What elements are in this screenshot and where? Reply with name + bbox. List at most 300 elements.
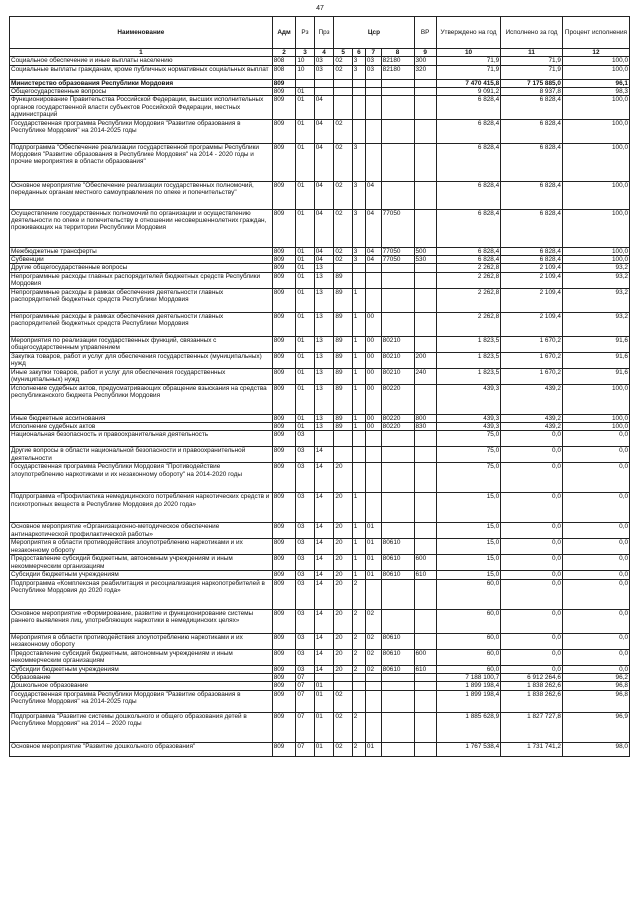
row-approved: 6 828,4	[436, 209, 500, 247]
column-number: 12	[562, 49, 629, 57]
row-csr-event: 02	[365, 665, 381, 673]
row-rz: 01	[296, 264, 314, 272]
row-rz: 10	[296, 57, 314, 65]
row-csr-subprogram: 1	[352, 555, 365, 571]
table-row	[10, 88, 630, 96]
row-csr-subprogram: 3	[352, 255, 365, 263]
row-prz: 14	[314, 579, 334, 609]
row-vr	[414, 88, 436, 96]
row-executed: 0,0	[501, 463, 563, 493]
row-csr-direction: 80610	[381, 555, 414, 571]
table-row	[10, 272, 630, 288]
row-name: Другие общегосударственные вопросы	[10, 264, 273, 272]
row-approved: 7 188 100,7	[436, 674, 500, 682]
row-adm: 809	[272, 209, 296, 247]
table-row	[10, 539, 630, 555]
row-prz: 14	[314, 555, 334, 571]
row-csr-program: 20	[334, 555, 352, 571]
row-rz: 01	[296, 352, 314, 368]
row-csr-program: 89	[334, 272, 352, 288]
row-csr-event	[365, 463, 381, 493]
row-percent: 100,0	[562, 384, 629, 414]
row-prz: 13	[314, 368, 334, 384]
row-adm: 809	[272, 742, 296, 756]
row-adm: 809	[272, 712, 296, 742]
table-row	[10, 579, 630, 609]
row-csr-subprogram: 2	[352, 712, 365, 742]
row-adm: 809	[272, 336, 296, 352]
row-csr-subprogram: 1	[352, 352, 365, 368]
row-csr-event	[365, 79, 381, 87]
row-csr-program: 20	[334, 665, 352, 673]
row-name: Государственная программа Республики Мордовия "Развитие образования в Республике Мордовия" на 2014-2025 годы	[10, 119, 273, 143]
table-row	[10, 96, 630, 119]
row-adm: 809	[272, 255, 296, 263]
row-name: Иные закупки товаров, работ и услуг для обеспечения государственных (муниципальных) нужд	[10, 368, 273, 384]
row-vr: 240	[414, 368, 436, 384]
row-executed: 71,9	[501, 65, 563, 79]
row-vr	[414, 493, 436, 523]
row-executed: 7 175 885,0	[501, 79, 563, 87]
row-csr-direction	[381, 447, 414, 463]
row-csr-event	[365, 447, 381, 463]
row-vr	[414, 272, 436, 288]
row-vr	[414, 633, 436, 649]
row-vr	[414, 674, 436, 682]
row-csr-event	[365, 143, 381, 181]
row-name: Непрограммные расходы в рамках обеспечения деятельности главных распорядителей бюджетных средств Республики Мордовия	[10, 312, 273, 336]
row-csr-direction	[381, 523, 414, 539]
row-csr-direction	[381, 493, 414, 523]
row-percent: 0,0	[562, 633, 629, 649]
row-csr-subprogram: 2	[352, 633, 365, 649]
row-executed: 6 828,4	[501, 96, 563, 119]
row-csr-program	[334, 79, 352, 87]
row-rz: 07	[296, 742, 314, 756]
row-vr	[414, 742, 436, 756]
row-rz: 03	[296, 579, 314, 609]
row-adm: 809	[272, 272, 296, 288]
row-adm: 809	[272, 571, 296, 579]
row-adm: 808	[272, 65, 296, 79]
row-csr-program: 02	[334, 742, 352, 756]
column-number: 11	[501, 49, 563, 57]
row-csr-subprogram: 3	[352, 143, 365, 181]
row-executed: 6 828,4	[501, 255, 563, 263]
row-vr: 300	[414, 57, 436, 65]
row-percent: 0,0	[562, 665, 629, 673]
row-approved: 6 828,4	[436, 255, 500, 263]
row-rz: 03	[296, 523, 314, 539]
table-row	[10, 463, 630, 493]
row-executed: 0,0	[501, 571, 563, 579]
row-percent: 91,6	[562, 368, 629, 384]
table-row	[10, 555, 630, 571]
row-name: Национальная безопасность и правоохранительная деятельность	[10, 431, 273, 447]
row-executed: 2 109,4	[501, 312, 563, 336]
row-csr-subprogram: 1	[352, 422, 365, 430]
row-vr	[414, 143, 436, 181]
row-csr-event: 01	[365, 523, 381, 539]
row-name: Непрограммные расходы главных распорядителей бюджетных средств Республики Мордовия	[10, 272, 273, 288]
column-number: 1	[10, 49, 273, 57]
row-approved: 6 828,4	[436, 96, 500, 119]
row-csr-event	[365, 493, 381, 523]
row-adm: 809	[272, 447, 296, 463]
table-row	[10, 609, 630, 633]
header-rz: Рз	[296, 17, 314, 49]
row-percent: 96,1	[562, 79, 629, 87]
row-approved: 1 823,5	[436, 352, 500, 368]
row-name: Подпрограмма «Комплексная реабилитация и ресоциализация наркопотребителей в Республике Мордовия до 2020 года»	[10, 579, 273, 609]
table-row	[10, 431, 630, 447]
row-approved: 6 828,4	[436, 181, 500, 209]
row-csr-program: 89	[334, 352, 352, 368]
row-executed: 1 731 741,2	[501, 742, 563, 756]
row-name: Мероприятия в области противодействия злоупотреблению наркотиками и их незаконному обороту	[10, 633, 273, 649]
row-csr-event: 00	[365, 422, 381, 430]
row-approved: 15,0	[436, 571, 500, 579]
row-csr-event	[365, 88, 381, 96]
row-csr-program: 20	[334, 539, 352, 555]
row-csr-program	[334, 674, 352, 682]
row-csr-direction: 82180	[381, 57, 414, 65]
row-executed: 0,0	[501, 633, 563, 649]
row-executed: 1 670,2	[501, 336, 563, 352]
row-csr-event: 04	[365, 255, 381, 263]
row-name: Государственная программа Республики Мордовия "Развитие образования в Республике Мордовия" на 2014-2025 годы	[10, 690, 273, 712]
row-rz: 07	[296, 674, 314, 682]
row-csr-direction: 77050	[381, 247, 414, 255]
row-rz: 07	[296, 712, 314, 742]
row-csr-direction	[381, 674, 414, 682]
row-percent: 100,0	[562, 57, 629, 65]
row-adm: 809	[272, 79, 296, 87]
row-percent: 0,0	[562, 571, 629, 579]
row-csr-program: 89	[334, 414, 352, 422]
table-row	[10, 336, 630, 352]
row-executed: 0,0	[501, 609, 563, 633]
row-rz: 01	[296, 312, 314, 336]
row-csr-program: 20	[334, 579, 352, 609]
row-prz: 03	[314, 65, 334, 79]
row-csr-event: 02	[365, 649, 381, 665]
row-approved: 2 262,8	[436, 312, 500, 336]
row-executed: 6 828,4	[501, 247, 563, 255]
row-csr-direction	[381, 96, 414, 119]
row-percent: 100,0	[562, 255, 629, 263]
row-prz: 13	[314, 272, 334, 288]
row-prz: 14	[314, 539, 334, 555]
row-prz: 14	[314, 493, 334, 523]
row-percent: 0,0	[562, 523, 629, 539]
table-row	[10, 79, 630, 87]
row-adm: 809	[272, 493, 296, 523]
row-approved: 1 899 198,4	[436, 690, 500, 712]
row-csr-direction	[381, 682, 414, 690]
row-prz	[314, 88, 334, 96]
row-csr-direction: 80220	[381, 422, 414, 430]
row-rz: 03	[296, 649, 314, 665]
row-rz: 01	[296, 96, 314, 119]
row-adm: 809	[272, 555, 296, 571]
row-executed: 6 828,4	[501, 119, 563, 143]
row-csr-direction: 80610	[381, 539, 414, 555]
row-prz: 13	[314, 422, 334, 430]
row-csr-event	[365, 119, 381, 143]
row-rz: 01	[296, 181, 314, 209]
row-prz: 13	[314, 288, 334, 312]
row-vr	[414, 539, 436, 555]
row-prz: 01	[314, 690, 334, 712]
row-percent: 91,6	[562, 352, 629, 368]
row-csr-event	[365, 288, 381, 312]
row-csr-direction: 80220	[381, 384, 414, 414]
row-name: Подпрограмма «Профилактика немедицинского потребления наркотических средств и психотропных веществ в Республике Мордовия до 2020 года»	[10, 493, 273, 523]
row-csr-direction	[381, 88, 414, 96]
row-csr-program: 02	[334, 209, 352, 247]
row-csr-direction: 82180	[381, 65, 414, 79]
table-row	[10, 181, 630, 209]
row-percent: 96,2	[562, 674, 629, 682]
table-row	[10, 288, 630, 312]
row-approved: 439,3	[436, 384, 500, 414]
row-executed: 0,0	[501, 555, 563, 571]
row-csr-direction	[381, 79, 414, 87]
row-executed: 2 109,4	[501, 288, 563, 312]
row-prz: 04	[314, 181, 334, 209]
row-prz	[314, 79, 334, 87]
row-executed: 1 670,2	[501, 352, 563, 368]
row-name: Образование	[10, 674, 273, 682]
row-percent: 100,0	[562, 65, 629, 79]
row-vr	[414, 463, 436, 493]
table-row	[10, 523, 630, 539]
row-approved: 439,3	[436, 422, 500, 430]
row-prz: 13	[314, 336, 334, 352]
row-csr-program	[334, 264, 352, 272]
row-vr	[414, 336, 436, 352]
row-csr-program	[334, 88, 352, 96]
row-executed: 6 828,4	[501, 143, 563, 181]
table-row	[10, 119, 630, 143]
row-vr: 600	[414, 555, 436, 571]
row-csr-event: 04	[365, 181, 381, 209]
row-csr-program: 02	[334, 65, 352, 79]
row-executed: 0,0	[501, 665, 563, 673]
row-csr-program: 89	[334, 422, 352, 430]
row-executed: 0,0	[501, 447, 563, 463]
row-prz: 14	[314, 633, 334, 649]
row-prz: 13	[314, 264, 334, 272]
row-approved: 2 262,8	[436, 272, 500, 288]
row-csr-subprogram: 1	[352, 523, 365, 539]
row-vr	[414, 579, 436, 609]
table-row	[10, 414, 630, 422]
row-adm: 809	[272, 431, 296, 447]
row-approved: 2 262,8	[436, 288, 500, 312]
row-approved: 2 262,8	[436, 264, 500, 272]
row-approved: 75,0	[436, 463, 500, 493]
row-csr-subprogram	[352, 690, 365, 712]
row-csr-subprogram	[352, 88, 365, 96]
row-csr-direction	[381, 181, 414, 209]
row-executed: 8 937,8	[501, 88, 563, 96]
column-number: 4	[314, 49, 334, 57]
column-number: 2	[272, 49, 296, 57]
row-csr-subprogram: 2	[352, 609, 365, 633]
row-approved: 75,0	[436, 431, 500, 447]
row-csr-subprogram	[352, 96, 365, 119]
row-executed: 439,2	[501, 384, 563, 414]
row-prz: 01	[314, 742, 334, 756]
row-name: Предоставление субсидий бюджетным, автономным учреждениям и иным некоммерческим организациям	[10, 649, 273, 665]
row-prz	[314, 674, 334, 682]
page-number: 47	[316, 5, 324, 12]
row-csr-event	[365, 682, 381, 690]
row-csr-program: 20	[334, 571, 352, 579]
row-adm: 809	[272, 579, 296, 609]
row-percent: 98,0	[562, 742, 629, 756]
row-prz: 04	[314, 209, 334, 247]
row-percent: 0,0	[562, 539, 629, 555]
row-executed: 2 109,4	[501, 264, 563, 272]
row-csr-subprogram	[352, 463, 365, 493]
row-csr-direction: 80210	[381, 368, 414, 384]
row-csr-subprogram: 1	[352, 384, 365, 414]
row-percent: 100,0	[562, 143, 629, 181]
row-prz: 13	[314, 352, 334, 368]
row-csr-event: 03	[365, 65, 381, 79]
row-vr	[414, 181, 436, 209]
row-approved: 6 828,4	[436, 119, 500, 143]
row-csr-event: 00	[365, 312, 381, 336]
row-approved: 15,0	[436, 493, 500, 523]
row-percent: 100,0	[562, 247, 629, 255]
row-csr-subprogram: 3	[352, 57, 365, 65]
row-csr-program: 89	[334, 288, 352, 312]
table-row	[10, 143, 630, 181]
column-number-row	[10, 49, 630, 57]
row-percent: 100,0	[562, 414, 629, 422]
row-prz	[314, 431, 334, 447]
table-row	[10, 255, 630, 263]
row-name: Основное мероприятие «Формирование, развитие и функционирование системы раннего выявления лиц, употребляющих наркотики в немедицинских целях»	[10, 609, 273, 633]
row-csr-program: 20	[334, 633, 352, 649]
row-percent: 91,6	[562, 336, 629, 352]
row-executed: 1 827 727,8	[501, 712, 563, 742]
row-csr-event: 00	[365, 414, 381, 422]
table-row	[10, 368, 630, 384]
row-csr-event: 00	[365, 384, 381, 414]
row-adm: 809	[272, 539, 296, 555]
row-adm: 809	[272, 88, 296, 96]
row-percent: 0,0	[562, 463, 629, 493]
row-adm: 809	[272, 649, 296, 665]
row-vr: 610	[414, 665, 436, 673]
row-prz: 14	[314, 571, 334, 579]
row-csr-subprogram: 1	[352, 539, 365, 555]
row-name: Подпрограмма "Обеспечение реализации государственной программы Республики Мордовия "Развитие образования в Республике Мордовия" на 2014 - 2020 годы и прочие мероприятия в области образования"	[10, 143, 273, 181]
row-vr: 610	[414, 571, 436, 579]
row-csr-program: 02	[334, 712, 352, 742]
row-percent: 96,8	[562, 682, 629, 690]
row-adm: 809	[272, 682, 296, 690]
row-csr-subprogram	[352, 674, 365, 682]
row-csr-direction	[381, 463, 414, 493]
row-csr-direction: 80610	[381, 633, 414, 649]
row-name: Непрограммные расходы в рамках обеспечения деятельности главных распорядителей бюджетных средств Республики Мордовия	[10, 288, 273, 312]
row-name: Государственная программа Республики Мордовия "Противодействие злоупотреблению наркотиками и их незаконному обороту" на 2014-2020 годы	[10, 463, 273, 493]
row-csr-subprogram	[352, 682, 365, 690]
row-name: Исполнение судебных актов, предусматривающих обращение взыскания на средства республиканского бюджета Республики Мордовия	[10, 384, 273, 414]
row-approved: 71,9	[436, 57, 500, 65]
row-csr-program: 89	[334, 384, 352, 414]
row-rz: 01	[296, 422, 314, 430]
row-adm: 809	[272, 690, 296, 712]
row-percent: 0,0	[562, 649, 629, 665]
row-csr-subprogram: 1	[352, 336, 365, 352]
header-csr: Цср	[334, 17, 414, 49]
row-percent: 100,0	[562, 181, 629, 209]
row-executed: 0,0	[501, 523, 563, 539]
row-approved: 6 828,4	[436, 143, 500, 181]
row-csr-event: 04	[365, 247, 381, 255]
row-csr-direction	[381, 119, 414, 143]
row-prz: 14	[314, 665, 334, 673]
row-prz: 14	[314, 463, 334, 493]
table-row	[10, 649, 630, 665]
row-name: Осуществление государственных полномочий по организации и осуществлению деятельности по опеке и попечительству в отношении несовершеннолетних граждан, проживающих на территории Республики Мордовия	[10, 209, 273, 247]
row-rz: 03	[296, 555, 314, 571]
row-csr-event: 01	[365, 539, 381, 555]
row-executed: 1 838 262,6	[501, 690, 563, 712]
row-csr-direction: 80210	[381, 336, 414, 352]
row-executed: 439,2	[501, 422, 563, 430]
table-row	[10, 209, 630, 247]
row-csr-subprogram	[352, 272, 365, 288]
row-csr-direction: 80610	[381, 649, 414, 665]
row-prz: 13	[314, 312, 334, 336]
row-percent: 0,0	[562, 431, 629, 447]
row-prz: 01	[314, 712, 334, 742]
row-rz: 01	[296, 88, 314, 96]
row-vr	[414, 431, 436, 447]
row-adm: 809	[272, 119, 296, 143]
row-csr-event: 01	[365, 555, 381, 571]
row-name: Основное мероприятие «Организационно-методическое обеспечение антинаркотической профилактической работы»	[10, 523, 273, 539]
row-csr-program: 02	[334, 181, 352, 209]
row-rz: 03	[296, 431, 314, 447]
row-rz: 01	[296, 119, 314, 143]
row-approved: 60,0	[436, 665, 500, 673]
row-rz: 01	[296, 414, 314, 422]
row-executed: 1 838 262,6	[501, 682, 563, 690]
row-name: Министерство образования Республики Мордовия	[10, 79, 273, 87]
row-percent: 0,0	[562, 555, 629, 571]
row-csr-subprogram	[352, 431, 365, 447]
row-csr-program: 89	[334, 336, 352, 352]
header-name: Наименование	[10, 17, 273, 49]
row-approved: 15,0	[436, 523, 500, 539]
table-row	[10, 633, 630, 649]
header-vr: ВР	[414, 17, 436, 49]
row-csr-event	[365, 712, 381, 742]
row-approved: 60,0	[436, 579, 500, 609]
row-prz: 04	[314, 247, 334, 255]
row-csr-program: 20	[334, 523, 352, 539]
row-prz: 14	[314, 447, 334, 463]
